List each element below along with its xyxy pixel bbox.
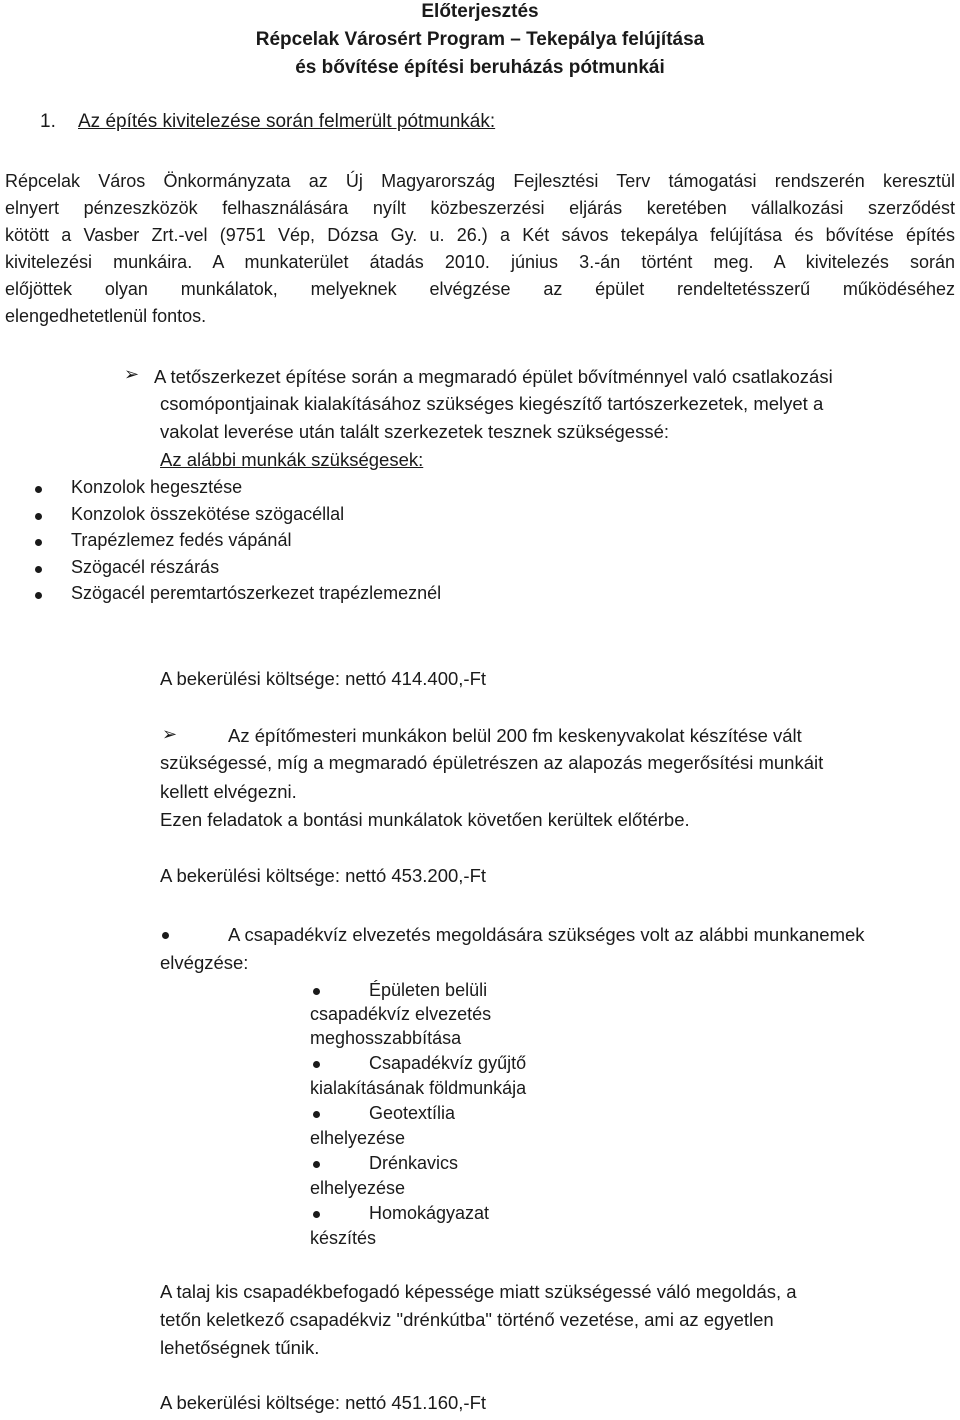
drain-work-item: Geotextília	[369, 1103, 456, 1123]
document-subtitle-line1: Répcelak Városért Program – Tekepálya felújítása	[255, 29, 705, 50]
document-title: Előterjesztés	[421, 1, 539, 22]
item1-line: vakolat leverése után talált szerkezetek tesznek szükségessé:	[160, 421, 670, 442]
section-title: Az építés kivitelezése során felmerült pótmunkák:	[78, 111, 496, 132]
drain-work-item-cont: kialakításának földmunkája	[310, 1078, 527, 1098]
work-item: Konzolok hegesztése	[71, 477, 243, 497]
cost-line-3: A bekerülési költsége: nettó 451.160,-Ft	[160, 1392, 487, 1413]
closing-line: tetőn keletkező csapadékviz "drénkútba" történő vezetése, ami az egyetlen	[160, 1309, 774, 1330]
intro-line: előjöttek olyan munkálatok, melyeknek elvégzése az épület rendeltetésszerű működéséhez	[5, 279, 955, 299]
drain-work-item: Drénkavics	[369, 1153, 459, 1173]
drain-work-item-cont: elhelyezése	[310, 1128, 406, 1148]
section-number: 1.	[40, 111, 56, 132]
work-item: Konzolok összekötése szögacéllal	[71, 504, 345, 524]
bullet-dot-icon	[35, 486, 42, 493]
drain-work-item-cont: készítés	[310, 1228, 377, 1248]
work-item: Trapézlemez fedés vápánál	[71, 530, 292, 550]
item1-line: A tetőszerkezet építése során a megmaradó épület bővítménnyel való csatlakozási	[154, 366, 833, 387]
drain-work-item: Épületen belüli	[369, 980, 488, 1000]
item3-line: A csapadékvíz elvezetés megoldására szükséges volt az alábbi munkanemek	[228, 924, 865, 945]
arrow-bullet-icon: ➢	[162, 724, 178, 744]
item3-line: elvégzése:	[160, 952, 249, 973]
drain-work-item-cont: meghosszabbítása	[310, 1028, 462, 1048]
intro-line: Répcelak Város Önkormányzata az Új Magyarország Fejlesztési Terv támogatási rendszerén keresztül	[5, 171, 955, 191]
bullet-dot-icon	[35, 539, 42, 546]
drain-work-item-cont: elhelyezése	[310, 1178, 406, 1198]
work-item: Szögacél részárás	[71, 557, 220, 577]
bullet-dot-icon	[35, 566, 42, 573]
bullet-dot-icon	[35, 513, 42, 520]
bullet-dot-icon	[313, 988, 320, 995]
intro-line: kivitelezési munkáira. A munkaterület átadás 2010. június 3.-án történt meg. A kivitelezés során	[5, 252, 955, 272]
document-subtitle-line2: és bővítése építési beruházás pótmunkái	[295, 57, 665, 78]
closing-line: A talaj kis csapadékbefogadó képessége miatt szükségessé váló megoldás, a	[160, 1281, 797, 1302]
intro-line: elengedhetetlenül fontos.	[5, 306, 207, 326]
bullet-dot-icon	[313, 1061, 320, 1068]
bullet-dot-icon	[313, 1111, 320, 1118]
bullet-dot-icon	[35, 592, 42, 599]
drain-work-item: Csapadékvíz gyűjtő	[369, 1053, 527, 1073]
intro-paragraph	[5, 168, 955, 330]
item2-line: Az építőmesteri munkákon belül 200 fm keskenyvakolat készítése vált	[228, 725, 802, 746]
cost-line-2: A bekerülési költsége: nettó 453.200,-Ft	[160, 865, 487, 886]
closing-line: lehetőségnek tűnik.	[160, 1337, 320, 1358]
item2-line: Ezen feladatok a bontási munkálatok követően kerültek előtérbe.	[160, 809, 690, 830]
work-item: Szögacél peremtartószerkezet trapézlemeznél	[71, 583, 442, 603]
intro-line: elnyert pénzeszközök felhasználására nyílt közbeszerzési eljárás keretében vállalkozási szerződést	[5, 198, 955, 218]
drain-work-item: Homokágyazat	[369, 1203, 490, 1223]
bullet-dot-icon	[313, 1211, 320, 1218]
item1-line: csomópontjainak kialakításához szükséges kiegészítő tartószerkezetek, melyet a	[160, 393, 824, 414]
bullet-dot-icon	[162, 932, 169, 939]
intro-line: kötött a Vasber Zrt.-vel (9751 Vép, Dózsa Gy. u. 26.) a Két sávos tekepálya felújítása és bővítése építés	[5, 225, 955, 245]
arrow-bullet-icon: ➢	[124, 364, 140, 384]
cost-line-1: A bekerülési költsége: nettó 414.400,-Ft	[160, 668, 487, 689]
bullet-dot-icon	[313, 1161, 320, 1168]
needed-works-heading: Az alábbi munkák szükségesek:	[160, 449, 424, 470]
item2-line: szükségessé, míg a megmaradó épületrészen az alapozás megerősítési munkáit	[160, 752, 824, 773]
item2-line: kellett elvégezni.	[160, 781, 297, 802]
drain-work-item-cont: csapadékvíz elvezetés	[310, 1004, 492, 1024]
